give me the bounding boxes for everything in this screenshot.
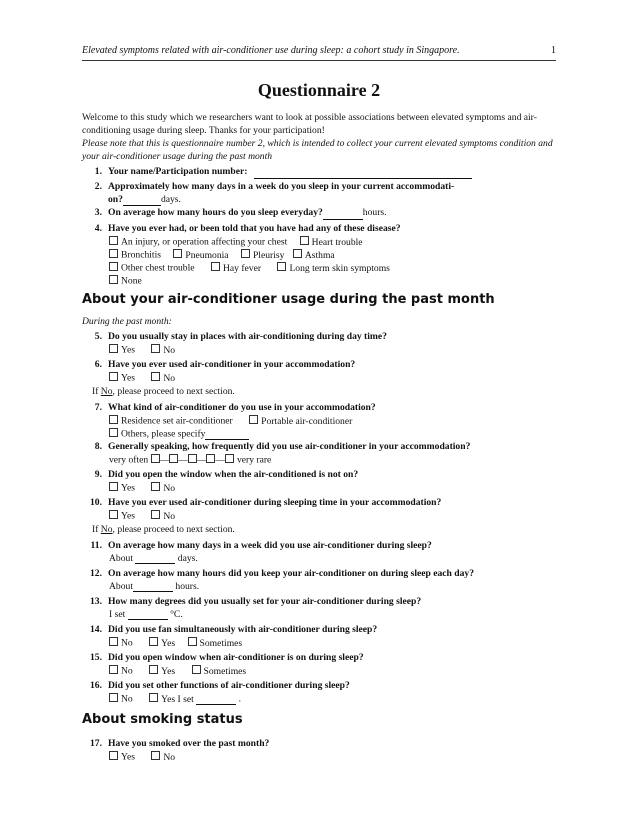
q14-options <box>109 637 242 649</box>
checkbox[interactable] <box>149 693 158 702</box>
checkbox[interactable] <box>109 262 118 271</box>
option-label: Pneumonia <box>185 249 229 261</box>
checkbox[interactable] <box>109 275 118 284</box>
checkbox[interactable] <box>225 454 234 463</box>
section-heading-smoking: About smoking status <box>82 712 243 727</box>
option-label: Pleurisy <box>252 249 285 261</box>
q12-answer: About hours. <box>109 581 200 592</box>
option-label: Yes <box>121 751 135 763</box>
question-text: On average how many hours do you sleep everyday? <box>108 207 323 218</box>
checkbox[interactable] <box>192 665 201 674</box>
q4-options-row1 <box>109 236 363 248</box>
skip-instruction: If No, please proceed to next section. <box>92 386 235 397</box>
question-text: Have you smoked over the past month? <box>108 738 270 749</box>
checkbox[interactable] <box>109 415 118 424</box>
checkbox[interactable] <box>151 510 160 519</box>
days-unit: days. <box>160 193 181 205</box>
q5-options <box>109 344 175 356</box>
question-9 <box>82 469 558 482</box>
skip-instruction: If No, please proceed to next section. <box>92 524 235 535</box>
question-number: 16. <box>90 680 102 691</box>
q9-options <box>109 482 175 494</box>
question-text: How many degrees did you usually set for your air-conditioner during sleep? <box>108 596 422 607</box>
question-text: What kind of air-conditioner do you use in your accommodation? <box>108 402 376 413</box>
question-16 <box>82 680 558 693</box>
question-17 <box>82 738 558 751</box>
question-number: 14. <box>90 624 102 635</box>
q4-options-row3 <box>109 262 390 274</box>
option-label: Yes <box>161 637 176 649</box>
option-label: Heart trouble <box>311 236 363 248</box>
q13-answer: I set °C. <box>109 609 183 620</box>
question-7 <box>82 402 558 415</box>
option-label: Residence set air-conditioner <box>121 415 233 427</box>
option-label: Sometimes <box>199 637 243 649</box>
header-title: Elevated symptoms related with air-conditioner use during sleep: a cohort study in Singapore. <box>82 45 460 56</box>
checkbox[interactable] <box>173 249 182 258</box>
question-text: Have you ever used air-conditioner in your accommodation? <box>108 359 356 370</box>
checkbox[interactable] <box>109 665 118 674</box>
checkbox[interactable] <box>300 236 309 245</box>
checkbox[interactable] <box>211 262 220 271</box>
question-number: 15. <box>90 652 102 663</box>
days-field[interactable] <box>123 195 161 206</box>
checkbox[interactable] <box>109 510 118 519</box>
question-3 <box>82 207 558 220</box>
question-number: 12. <box>90 568 102 579</box>
checkbox[interactable] <box>293 249 302 258</box>
question-number: 6. <box>94 359 102 370</box>
checkbox[interactable] <box>109 344 118 353</box>
option-label: No <box>121 693 133 705</box>
checkbox[interactable] <box>109 482 118 491</box>
option-label: Yes <box>121 372 135 384</box>
checkbox[interactable] <box>109 637 118 646</box>
question-text: Did you open the window when the air-conditioned is not on? <box>108 469 359 480</box>
question-number: 1. <box>94 166 102 177</box>
option-label: None <box>121 275 142 287</box>
hours-unit: hours. <box>362 207 387 218</box>
option-label: Long term skin symptoms <box>289 262 390 274</box>
section-heading-ac: About your air-conditioner usage during the past month <box>82 292 495 307</box>
question-text: Generally speaking, how frequently did you use air-conditioner in your accommodation? <box>108 441 471 452</box>
q11-answer: About days. <box>109 553 198 564</box>
scale-low-label: very often <box>109 454 149 466</box>
q8-scale: very often — — — — very rare <box>109 454 272 466</box>
question-1 <box>82 166 558 179</box>
checkbox[interactable] <box>277 262 286 271</box>
option-label: No <box>163 510 176 522</box>
hours-field[interactable] <box>133 581 173 592</box>
question-13 <box>82 596 558 609</box>
q4-options-row2 <box>109 249 335 261</box>
option-label: Other chest trouble <box>121 262 195 274</box>
scale-high-label: very rare <box>236 454 272 466</box>
question-number: 13. <box>90 596 102 607</box>
checkbox[interactable] <box>151 372 160 381</box>
question-text: Did you open window when air-conditioner is on during sleep? <box>108 652 364 663</box>
question-text: Did you set other functions of air-conditioner during sleep? <box>108 680 350 691</box>
option-label: No <box>163 372 176 384</box>
question-10 <box>82 497 558 510</box>
question-11 <box>82 540 558 553</box>
checkbox[interactable] <box>149 665 158 674</box>
question-number: 7. <box>94 402 102 413</box>
option-label: Yes I set <box>161 693 194 705</box>
question-number: 10. <box>90 497 102 508</box>
checkbox[interactable] <box>151 482 160 491</box>
q7-options-row1 <box>109 415 352 427</box>
function-field[interactable] <box>196 694 236 705</box>
option-label: No <box>163 751 176 763</box>
option-label: Hay fever <box>222 262 262 274</box>
option-label: No <box>163 482 176 494</box>
checkbox[interactable] <box>109 428 118 437</box>
page-title: Questionnaire 2 <box>257 80 381 100</box>
q17-options <box>109 751 175 763</box>
q10-options <box>109 510 175 522</box>
question-text: Did you use fan simultaneously with air-conditioner during sleep? <box>108 624 378 635</box>
checkbox[interactable] <box>151 751 160 760</box>
option-label: Sometimes <box>203 665 247 677</box>
question-6 <box>82 359 558 372</box>
question-number: 5. <box>94 331 102 342</box>
question-14 <box>82 624 558 637</box>
specify-field[interactable] <box>205 429 249 440</box>
checkbox[interactable] <box>249 415 258 424</box>
question-text: Have you ever had, or been told that you have had any of these disease? <box>108 223 401 234</box>
checkbox[interactable] <box>169 454 178 463</box>
question-number: 17. <box>90 738 102 749</box>
question-text: Your name/Participation number: <box>108 166 248 177</box>
question-number: 2. <box>94 181 102 192</box>
question-text: Do you usually stay in places with air-conditioning during day time? <box>108 331 387 342</box>
section-subtitle: During the past month: <box>82 316 172 327</box>
page-number: 1 <box>551 45 556 56</box>
option-label: Yes <box>121 344 135 356</box>
question-text-cont: on? <box>108 193 123 205</box>
option-label: Yes <box>161 665 176 677</box>
degrees-field[interactable] <box>128 609 168 620</box>
checkbox[interactable] <box>151 344 160 353</box>
option-label: An injury, or operation affecting your chest <box>121 236 288 248</box>
q4-options-row4 <box>109 275 142 287</box>
question-12 <box>82 568 558 581</box>
option-label: Bronchitis <box>121 249 161 261</box>
question-number: 11. <box>90 540 102 551</box>
option-label: Asthma <box>304 249 335 261</box>
option-label: Others, please specify <box>121 428 206 440</box>
hours-field[interactable] <box>323 209 363 220</box>
q15-options <box>109 665 246 677</box>
question-number: 4. <box>94 223 102 234</box>
question-number: 3. <box>94 207 102 218</box>
header-rule <box>82 60 556 61</box>
note-paragraph: Please note that this is questionnaire number 2, which is intended to collect your current elevated symptoms condition and your air-conditioner usage during the past month <box>82 138 553 162</box>
option-label: Yes <box>121 482 135 494</box>
checkbox[interactable] <box>149 637 158 646</box>
q7-options-row2 <box>109 428 249 440</box>
option-label: Yes <box>121 510 135 522</box>
question-text: On average how many days in a week did you use air-conditioner during sleep? <box>108 540 432 551</box>
question-text: Approximately how many days in a week do you sleep in your current accommodati- <box>108 181 455 192</box>
name-field[interactable] <box>254 168 472 179</box>
question-15 <box>82 652 558 665</box>
question-number: 9. <box>94 469 102 480</box>
checkbox[interactable] <box>188 454 197 463</box>
option-label: No <box>121 637 133 649</box>
intro-paragraph: Welcome to this study which we researchers want to look at possible associations between elevated symptoms and air-conditioning usage during sleep. Thanks for your participation! <box>82 112 537 136</box>
option-label: No <box>121 665 133 677</box>
q6-options <box>109 372 175 384</box>
checkbox[interactable] <box>241 249 250 258</box>
option-label: No <box>163 344 176 356</box>
question-2 <box>82 181 558 206</box>
checkbox[interactable] <box>109 249 118 258</box>
question-text: Have you ever used air-conditioner during sleeping time in your accommodation? <box>108 497 442 508</box>
checkbox[interactable] <box>109 693 118 702</box>
days-field[interactable] <box>135 553 175 564</box>
option-label: Portable air-conditioner <box>261 415 353 427</box>
checkbox[interactable] <box>109 236 118 245</box>
question-5 <box>82 331 558 344</box>
question-text: On average how many hours did you keep your air-conditioner on during sleep each day? <box>108 568 475 579</box>
question-number: 8. <box>94 441 102 452</box>
checkbox[interactable] <box>188 637 197 646</box>
question-4 <box>82 223 558 236</box>
checkbox[interactable] <box>109 372 118 381</box>
q16-options: No Yes I set . <box>109 693 241 705</box>
checkbox[interactable] <box>206 454 215 463</box>
question-8 <box>82 441 558 454</box>
checkbox[interactable] <box>151 454 160 463</box>
checkbox[interactable] <box>109 751 118 760</box>
running-header <box>82 45 556 56</box>
